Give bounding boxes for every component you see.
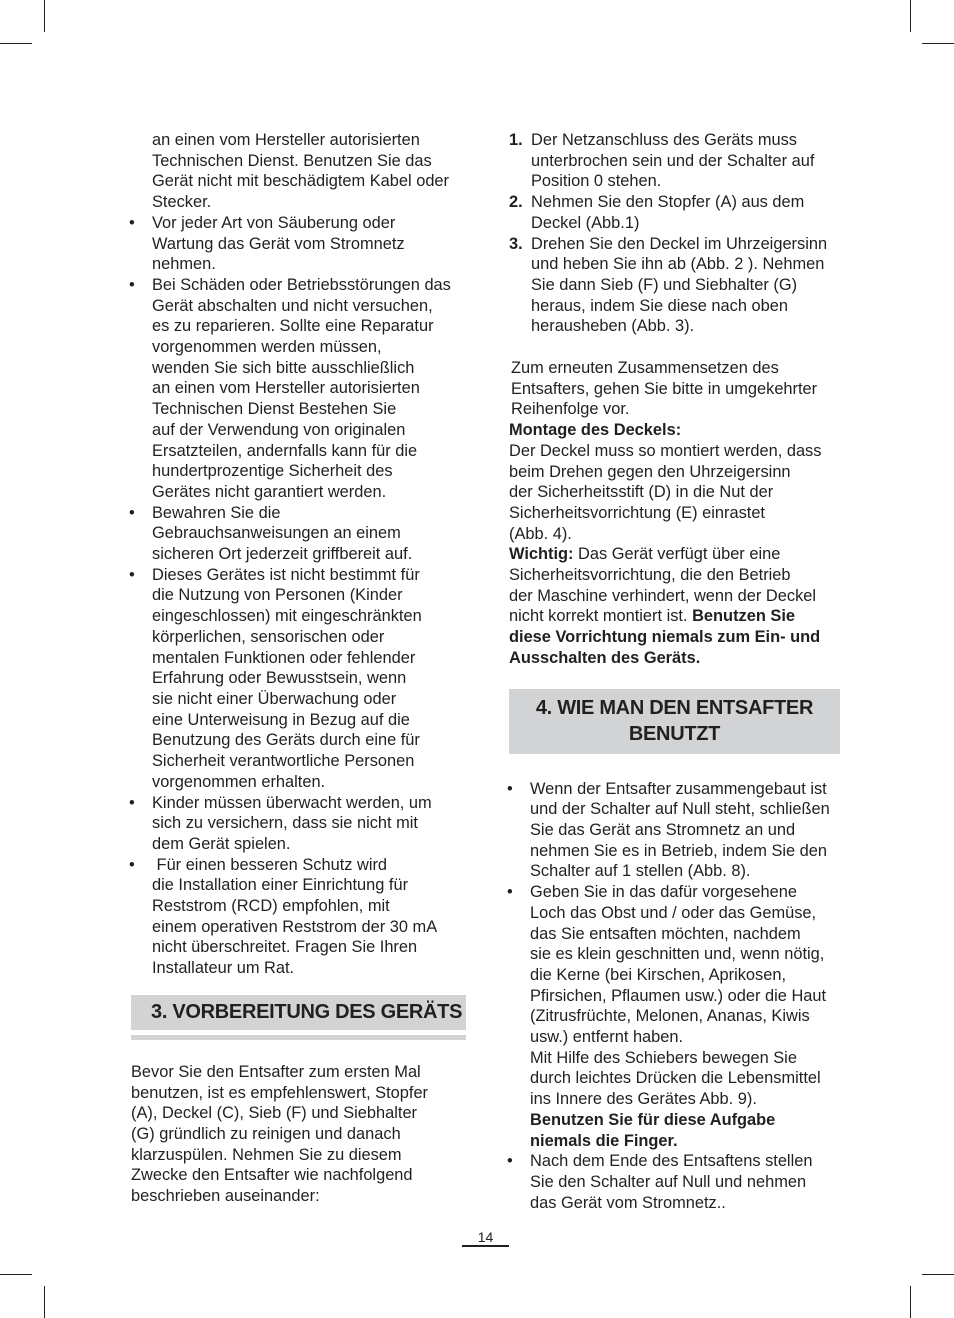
bullet-icon: • — [507, 779, 513, 798]
step-item: 3. Drehen Sie den Deckel im Uhrzeigersinn und heben Sie ihn ab (Abb. 2 ). Nehmen Sie dann Sieb (F) und Siebhalter (G) heraus, indem Sie diese nach oben herausheben (Abb. 3). — [509, 234, 828, 336]
bullet-icon: • — [129, 793, 135, 812]
bullet-icon: • — [129, 213, 135, 232]
list-item: • Geben Sie in das dafür vorgesehene Loch das Obst und / oder das Gemüse, das Sie entsaften möchten, nachdem sie es klein geschnitten und, wenn nötig, die Kerne (bei Kirschen, Aprikosen, Pfirsichen, Pflaumen usw.) oder die Haut (Zitrusfrüchte, Melonen, Ananas, Kiwis usw.) entfernt haben. Mit Hilfe des Schiebers bewegen Sie durch leichtes Drücken die Lebensmittel ins Innere des Gerätes Abb. 9). Benutzen Sie für diese Aufgabe niemals die Finger. — [507, 883, 827, 1150]
list-item: • Vor jeder Art von Säuberung oder Wartung das Gerät vom Stromnetz nehmen. — [129, 213, 405, 274]
list-item: • Für einen besseren Schutz wird die Installation einer Einrichtung für Reststrom (RCD) empfohlen, mit einem operativen Reststrom der 30 mA nicht überschreitet. Fragen Sie Ihren Installateur um Rat. — [129, 855, 438, 978]
crop-mark — [922, 1274, 954, 1275]
bullet-icon: • — [129, 503, 135, 522]
crop-mark — [0, 43, 32, 44]
bullet-icon: • — [129, 275, 135, 294]
list-item: • Kinder müssen überwacht werden, um sich zu versichern, dass sie nicht mit dem Gerät spielen. — [129, 793, 432, 853]
section-4-heading: 4. WIE MAN DEN ENTSAFTER BENUTZT — [509, 689, 840, 750]
lid-text: Der Deckel muss so montiert werden, dass beim Drehen gegen den Uhrzeigersinn der Sicherheitsstift (D) in die Nut der Sicherheitsvorrichtung (E) einrastet (Abb. 4). — [509, 441, 822, 543]
step-item: 1. Der Netzanschluss des Geräts muss unterbrochen sein und der Schalter auf Position 0 stehen. — [509, 131, 815, 191]
crop-mark — [910, 0, 911, 32]
crop-mark — [44, 1286, 45, 1318]
bullet-icon: • — [507, 883, 513, 902]
safety-list — [131, 213, 466, 979]
bullet-icon: • — [507, 1152, 513, 1171]
crop-mark — [922, 43, 954, 44]
disassembly-steps — [509, 130, 849, 337]
list-item: • Bei Schäden oder Betriebsstörungen das Gerät abschalten und nicht versuchen, es zu reparieren. Sollte eine Reparatur vorgenommen werden müssen, wenden Sie sich bitte ausschließlich an einen vom Hersteller autorisierten Technischen Dienst Bestehen Sie auf der Verwendung von originalen Ersatzteilen, andernfalls kann für die hundertprozentige Sicherheit des Gerätes nicht garantiert werden. — [129, 275, 451, 501]
section-3-text: Bevor Sie den Entsafter zum ersten Mal benutzen, ist es empfehlenswert, Stopfer (A), Deckel (C), Sieb (F) und Siebhalter (G) gründlich zu reinigen und danach klarzuspülen. Nehmen Sie zu diesem Zwecke den Entsafter wie nachfolgend beschrieben auseinander: — [131, 1062, 429, 1206]
reassembly-text: Zum erneuten Zusammensetzen des Entsafters, gehen Sie bitte in umgekehrter Reihenfolge vor. — [511, 359, 818, 419]
continuation-text: an einen vom Hersteller autorisierten Technischen Dienst. Benutzen Sie das Gerät nicht mit beschädigtem Kabel oder Stecker. — [152, 131, 450, 212]
section-3-heading: 3. VORBEREITUNG DES GERÄTS — [131, 995, 466, 1030]
list-item: • Bewahren Sie die Gebrauchsanweisungen an einem sicheren Ort jederzeit griffbereit auf. — [129, 503, 413, 564]
right-column — [509, 130, 849, 1213]
page-number: 14 — [477, 1229, 494, 1245]
step-number: 2. — [509, 193, 523, 212]
important-note: Wichtig: Das Gerät verfügt über eine Sicherheitsvorrichtung, die den Betrieb der Maschine verhindert, wenn der Deckel nicht korrekt montiert ist. Benutzen Sie diese Vorrichtung niemals zum Ein- und Ausschalten des Geräts. — [509, 545, 821, 667]
list-item: • Dieses Gerätes ist nicht bestimmt für die Nutzung von Personen (Kinder eingeschlossen) mit eingeschränkten körperlichen, sensorischen oder mentalen Funktionen oder fehlender Erfahrung oder Bewusstsein, wenn sie nicht einer Überwachung oder eine Unterweisung in Bezug auf die Benutzung des Geräts durch eine für Sicherheit verantwortliche Personen vorgenommen erhalten. — [129, 565, 422, 791]
section-3-underline — [131, 1035, 466, 1040]
usage-list — [509, 779, 849, 1214]
list-item: • Nach dem Ende des Entsaftens stellen Sie den Schalter auf Null und nehmen das Gerät vom Stromnetz.. — [507, 1152, 813, 1212]
page-number-rule — [462, 1245, 509, 1247]
bullet-icon: • — [129, 855, 135, 874]
lid-heading: Montage des Deckels: — [509, 421, 682, 440]
bullet-icon: • — [129, 565, 135, 584]
crop-mark — [910, 1286, 911, 1318]
step-item: 2. Nehmen Sie den Stopfer (A) aus dem Deckel (Abb.1) — [509, 193, 805, 232]
list-item: • Wenn der Entsafter zusammengebaut ist und der Schalter auf Null steht, schließen Sie das Gerät ans Stromnetz an und nehmen Sie es in Betrieb, indem Sie den Schalter auf 1 stellen (Abb. 8). — [507, 779, 830, 881]
crop-mark — [0, 1274, 32, 1275]
section-4-underline — [509, 750, 840, 754]
step-number: 1. — [509, 131, 523, 149]
crop-mark — [44, 0, 45, 32]
step-number: 3. — [509, 234, 523, 253]
important-label: Wichtig: — [509, 545, 574, 564]
left-column — [131, 130, 466, 1207]
